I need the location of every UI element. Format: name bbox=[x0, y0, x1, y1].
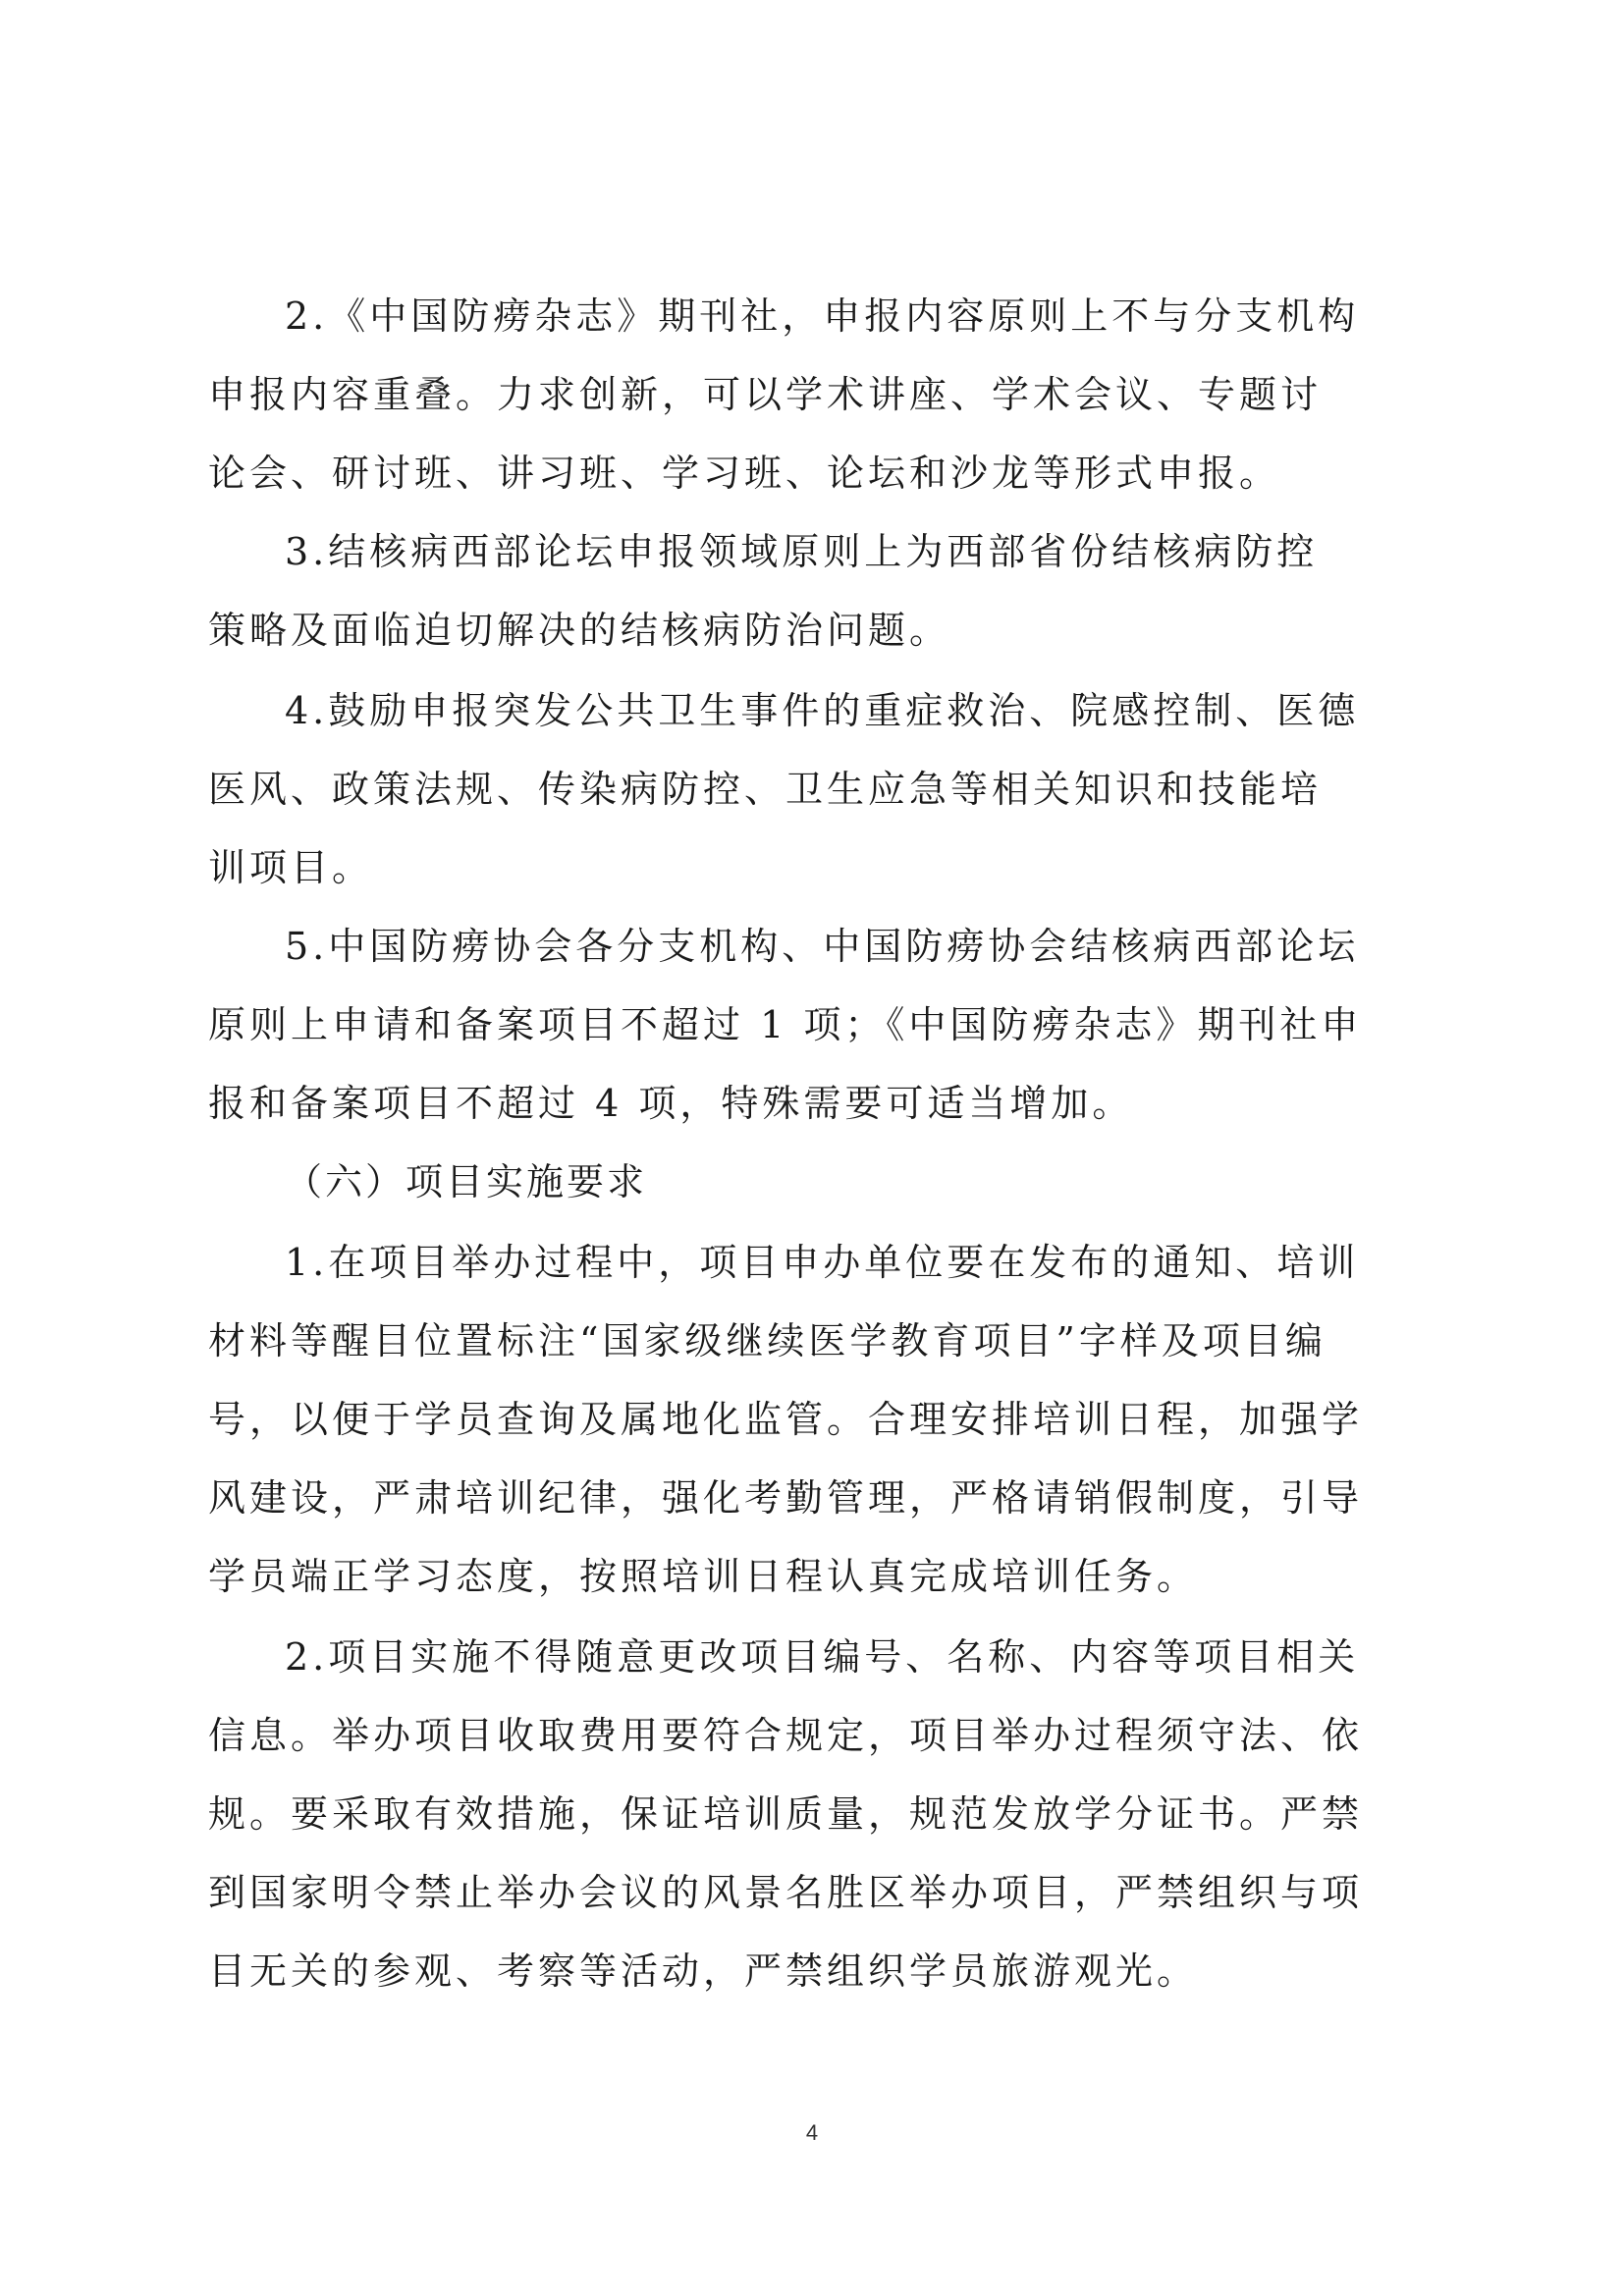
para-2-line-2: 申报内容重叠。力求创新，可以学术讲座、学术会议、专题讨 bbox=[208, 373, 1323, 416]
para-4-line-1: 4.鼓励申报突发公共卫生事件的重症救治、院感控制、医德 bbox=[285, 689, 1360, 732]
req-1-line-2: 材料等醒目位置标注“国家级继续医学教育项目”字样及项目编 bbox=[208, 1319, 1326, 1362]
req-1-line-1: 1.在项目举办过程中，项目申办单位要在发布的通知、培训 bbox=[285, 1241, 1360, 1284]
req-1-line-4: 风建设，严肃培训纪律，强化考勤管理，严格请销假制度，引导 bbox=[208, 1476, 1364, 1520]
para-2-line-1: 2.《中国防痨杂志》期刊社，申报内容原则上不与分支机构 bbox=[285, 294, 1360, 338]
page-number: 4 bbox=[805, 2120, 819, 2145]
para-2-line-3: 论会、研讨班、讲习班、学习班、论坛和沙龙等形式申报。 bbox=[208, 452, 1281, 495]
para-5-line-1: 5.中国防痨协会各分支机构、中国防痨协会结核病西部论坛 bbox=[285, 925, 1360, 968]
req-2-line-3: 规。要采取有效措施，保证培训质量，规范发放学分证书。严禁 bbox=[208, 1792, 1364, 1836]
req-2-line-1: 2.项目实施不得随意更改项目编号、名称、内容等项目相关 bbox=[285, 1635, 1360, 1679]
para-3-line-2: 策略及面临迫切解决的结核病防治问题。 bbox=[208, 609, 951, 652]
req-2-line-4: 到国家明令禁止举办会议的风景名胜区举办项目，严禁组织与项 bbox=[208, 1871, 1364, 1914]
req-1-line-3: 号，以便于学员查询及属地化监管。合理安排培训日程，加强学 bbox=[208, 1398, 1364, 1441]
para-4-line-3: 训项目。 bbox=[208, 846, 374, 889]
para-4-line-2: 医风、政策法规、传染病防控、卫生应急等相关知识和技能培 bbox=[208, 768, 1323, 811]
section-heading: （六）项目实施要求 bbox=[285, 1160, 648, 1203]
req-1-line-5: 学员端正学习态度，按照培训日程认真完成培训任务。 bbox=[208, 1555, 1199, 1598]
req-2-line-2: 信息。举办项目收取费用要符合规定，项目举办过程须守法、依 bbox=[208, 1714, 1364, 1757]
req-2-line-5: 目无关的参观、考察等活动，严禁组织学员旅游观光。 bbox=[208, 1949, 1199, 1993]
para-5-line-2: 原则上申请和备案项目不超过 1 项；《中国防痨杂志》期刊社申 bbox=[208, 1003, 1363, 1046]
para-3-line-1: 3.结核病西部论坛申报领域原则上为西部省份结核病防控 bbox=[285, 530, 1319, 573]
para-5-line-3: 报和备案项目不超过 4 项，特殊需要可适当增加。 bbox=[208, 1082, 1134, 1125]
